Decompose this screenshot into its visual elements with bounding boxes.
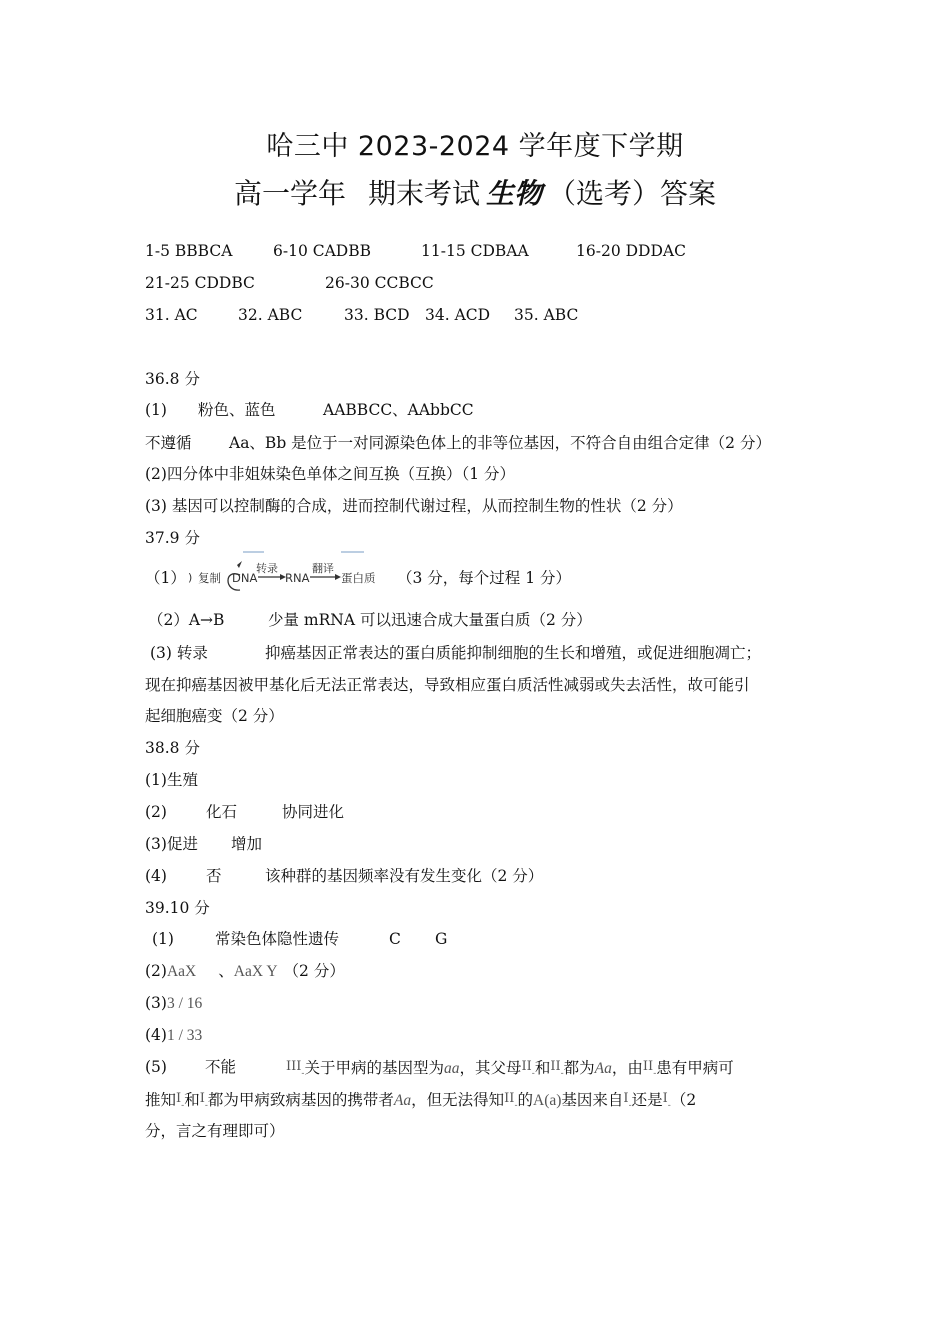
q39-5-text: 和 xyxy=(184,1091,200,1109)
q39-5-text: 都为 xyxy=(563,1059,595,1077)
q39-2-num: (2) xyxy=(145,962,167,980)
diagram-translation: 翻译 xyxy=(312,562,334,575)
pedigree-i: I xyxy=(199,1091,205,1106)
q37-1-score: （3 分，每个过程 1 分） xyxy=(397,569,572,587)
genotype-Aa: Aa xyxy=(393,1092,412,1109)
q38-3-promote: (3)促进 xyxy=(145,835,198,853)
q38-2-coevolution: 协同进化 xyxy=(282,803,345,821)
q39-2-genotype2: AaX Y xyxy=(233,963,278,980)
q39-5-text: 和 xyxy=(534,1059,551,1077)
q36-2: (2)四分体中非姐妹染色单体之间互换（互换）（1 分） xyxy=(145,465,515,483)
q38-4-no: 否 xyxy=(206,867,222,885)
q39-5-text: 都为甲病致病基因的携带者 xyxy=(207,1091,394,1109)
q39-heading: 39.10 分 xyxy=(145,899,210,917)
diagram-transcription: 转录 xyxy=(256,562,278,575)
q36-1-genotype: AABBCC、AAbbCC xyxy=(323,401,474,419)
q39-3-value: 3 / 16 xyxy=(166,995,203,1012)
q39-2-sep: 、 xyxy=(218,962,234,980)
q39-5-text: 基因来自 xyxy=(561,1091,624,1109)
subtitle-answer: （选考）答案 xyxy=(548,177,717,210)
genotype-aa: aa xyxy=(443,1060,460,1077)
pedigree-i: I xyxy=(623,1091,629,1106)
q38-4-num: (4) xyxy=(145,867,167,885)
q39-5-line2: 推知$I_-$和$I_-$都为甲病致病基因的携带者Aa，但无法得知$II_-$的A(a)基因来自$I_-$还是$I_-(2$ xyxy=(145,1091,697,1111)
q37-3-line2: 现在抑癌基因被甲基化后无法正常表达，导致相应蛋白质活性减弱或失去活性，故可能引 xyxy=(145,676,750,694)
choice-16-20: 16-20 DDDAC xyxy=(576,242,686,260)
q39-5-text: 患有甲病可 xyxy=(656,1059,734,1077)
paren-mark: ) xyxy=(188,571,193,584)
pedigree-ii: II xyxy=(642,1059,654,1074)
q36-1-num: (1) xyxy=(145,401,167,419)
choice-26-30: 26-30 CCBCC xyxy=(325,274,434,292)
choice-21-25: 21-25 CDDBC xyxy=(145,274,255,292)
q39-4-value: 1 / 33 xyxy=(166,1027,203,1044)
q37-3-line1: 抑癌基因正常表达的蛋白质能抑制细胞的生长和增殖，或促进细胞凋亡； xyxy=(265,644,762,662)
pedigree-i: I xyxy=(662,1091,668,1106)
pedigree-i: I xyxy=(176,1091,182,1106)
q39-1-num: (1) xyxy=(152,930,174,948)
q39-2-genotype1: AaX xyxy=(166,963,197,980)
q39-1-mode: 常染色体隐性遗传 xyxy=(215,930,340,948)
q39-2-score: （2 分） xyxy=(283,962,345,980)
q39-5-text: ，其父母 xyxy=(459,1059,522,1077)
q39-5-text: ，但无法得知 xyxy=(411,1091,505,1109)
q37-3-line3: 起细胞癌变（2 分） xyxy=(145,707,284,725)
q38-heading: 38.8 分 xyxy=(145,739,200,757)
page-title: 哈三中 2023-2024 学年度下学期 xyxy=(266,131,684,162)
replication-arrowhead xyxy=(237,561,242,568)
choice-1-5: 1-5 BBBCA xyxy=(145,242,233,260)
choice-35: 35. ABC xyxy=(514,306,579,324)
q39-5-text: （2 xyxy=(670,1091,697,1109)
q36-1-reason: Aa、Bb 是位于一对同源染色体上的非等位基因，不符合自由组合定律（2 分） xyxy=(229,434,771,452)
q39-5-text: 推知 xyxy=(145,1091,177,1109)
q39-5-line1: $III_-$关于甲病的基因型为aa，其父母$II_-$和$II_-$都为Aa，由$II_-$患有甲病可 xyxy=(286,1059,734,1079)
q36-1-not-follow: 不遵循 xyxy=(145,434,192,452)
q39-5-num: (5) xyxy=(145,1058,167,1076)
q39-5-line3: 分，言之有理即可） xyxy=(145,1122,285,1140)
q39-4-num: (4) xyxy=(145,1026,167,1044)
q38-2-fossil: 化石 xyxy=(206,803,238,821)
q37-2-num: （2）A→B xyxy=(148,611,225,629)
q36-1-color: 粉色、蓝色 xyxy=(198,401,276,419)
pedigree-ii: II xyxy=(521,1059,532,1074)
pedigree-ii: II xyxy=(504,1091,515,1106)
q36-heading: 36.8 分 xyxy=(145,370,200,388)
q39-5-text: 还是 xyxy=(631,1091,663,1109)
genotype-Aa: Aa xyxy=(594,1060,612,1077)
q38-4-reason: 该种群的基因频率没有发生变化（2 分） xyxy=(265,867,544,885)
q39-3 xyxy=(145,993,202,1014)
q38-3-increase: 增加 xyxy=(231,835,263,853)
q37-heading: 37.9 分 xyxy=(145,529,200,547)
q38-1: (1)生殖 xyxy=(145,771,198,789)
pedigree-iii: III xyxy=(286,1059,302,1074)
gene-Aa: A(a) xyxy=(533,1092,562,1109)
q39-3-num: (3) xyxy=(145,994,167,1012)
q36-3: (3) 基因可以控制酶的合成，进而控制代谢过程，从而控制生物的性状（2 分） xyxy=(145,497,683,515)
choice-31: 31. AC xyxy=(145,306,198,324)
q38-2-num: (2) xyxy=(145,803,167,821)
pedigree-ii: II xyxy=(550,1059,561,1074)
subtitle-grade: 高一学年 xyxy=(233,177,346,210)
choice-6-10: 6-10 CADBB xyxy=(273,242,372,260)
diagram-copy-label: 复制 xyxy=(198,571,221,585)
q39-1-g: G xyxy=(435,930,448,948)
diagram-protein: 蛋白质 xyxy=(341,571,376,585)
choice-34: 34. ACD xyxy=(425,306,491,324)
choice-11-15: 11-15 CDBAA xyxy=(421,242,529,260)
diagram-dna: DNA xyxy=(232,571,258,585)
q39-1-c: C xyxy=(389,930,401,948)
q39-5-text: 关于甲病的基因型为 xyxy=(304,1059,444,1077)
q39-5-text: 的 xyxy=(517,1091,533,1109)
q39-5-cannot: 不能 xyxy=(205,1058,237,1076)
q37-3-num: (3) 转录 xyxy=(150,644,208,662)
q37-1-num: （1） xyxy=(145,569,186,587)
q37-2-answer: 少量 mRNA 可以迅速合成大量蛋白质（2 分） xyxy=(268,611,592,629)
subtitle-subject: 生物 xyxy=(486,177,543,210)
q39-5-text: ，由 xyxy=(611,1059,643,1077)
q39-2 xyxy=(145,961,345,982)
choice-32: 32. ABC xyxy=(238,306,303,324)
choice-33: 33. BCD xyxy=(344,306,410,324)
diagram-rna: RNA xyxy=(285,571,310,585)
central-dogma-diagram xyxy=(188,548,388,594)
page-subtitle xyxy=(0,172,950,212)
subtitle-exam: 期末考试 xyxy=(367,177,480,210)
q39-4 xyxy=(145,1025,202,1046)
